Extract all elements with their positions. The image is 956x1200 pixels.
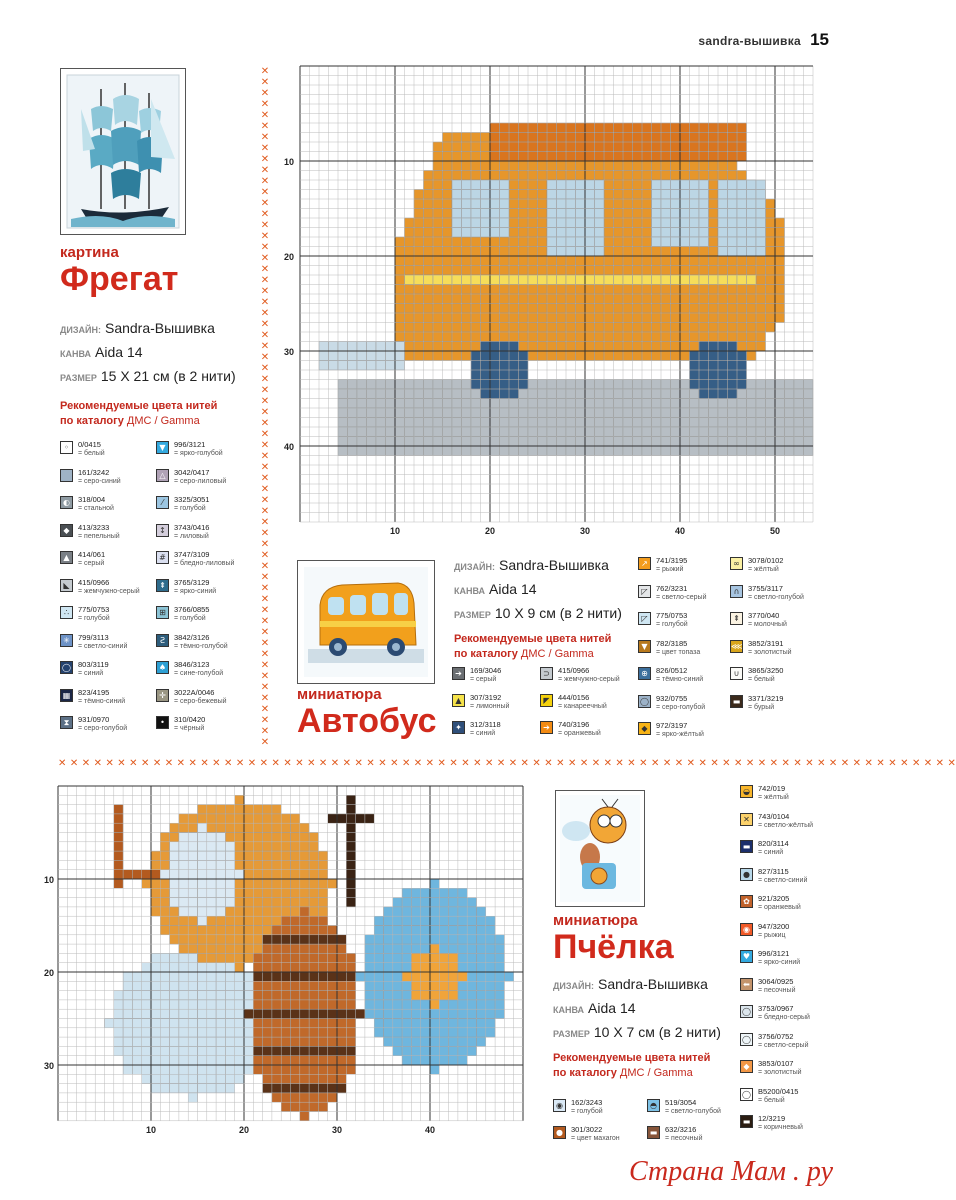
thread-symbol-icon: ▬: [740, 1115, 753, 1128]
legend-item: [156, 523, 246, 550]
legend-item: [638, 556, 728, 583]
thread-color-name: = тёмно-синий: [78, 697, 126, 705]
thread-color-name: = бледно-лиловый: [174, 560, 235, 567]
legend-item: [730, 611, 820, 638]
legend-item: [540, 720, 630, 747]
thread-code: 775/0753: [78, 605, 110, 614]
thread-color-name: = жемчужно-серый: [78, 587, 140, 595]
stitch-border-horizontal: ✕ ✕ ✕ ✕ ✕ ✕ ✕ ✕ ✕ ✕ ✕ ✕ ✕ ✕ ✕ ✕ ✕ ✕ ✕ ✕ ✕ ✕ ✕ ✕ ✕ ✕ ✕ ✕ ✕ ✕ ✕ ✕ ✕ ✕ ✕ ✕ ✕ ✕ ✕ ✕ ✕ ✕ ✕ ✕ ✕ ✕ ✕ ✕ ✕ ✕ ✕ ✕ ✕ ✕ ✕ ✕ ✕ ✕ ✕ ✕ ✕ ✕ ✕ ✕ ✕ ✕ ✕ ✕ ✕ ✕ ✕ ✕ ✕ ✕ ✕ ✕: [58, 758, 956, 769]
thread-color-name: = белый: [748, 676, 775, 683]
thread-symbol-icon: ➔: [452, 667, 465, 680]
fregat-rec-heading: Рекомендуемые цвета нитей по каталогу ДМС / Gamma: [60, 400, 218, 427]
thread-color-name: = светло-голубой: [748, 593, 804, 601]
bus-kind: миниатюра: [297, 686, 382, 703]
thread-color-name: = голубой: [78, 615, 110, 622]
bee-color-legend-bottom: [553, 1098, 739, 1154]
legend-item: [60, 523, 150, 550]
axis-tick-label: 10: [43, 875, 54, 885]
thread-code: 740/3196: [558, 720, 590, 729]
thread-code: 415/0966: [78, 577, 110, 587]
legend-item: [156, 605, 246, 632]
thread-color-name: = ярко-синий: [174, 587, 217, 595]
thread-color-name: = стальной: [78, 505, 114, 512]
thread-color-name: = песочный: [758, 986, 796, 994]
thread-symbol-icon: ●: [740, 868, 753, 881]
thread-code: 3371/3219: [748, 693, 784, 703]
thread-symbol-icon: ◆: [638, 722, 651, 735]
thread-symbol-icon: ⁄: [156, 496, 169, 509]
bus-size: РАЗМЕР 10 X 9 см (в 2 нити): [454, 605, 622, 621]
thread-code: 743/0104: [758, 811, 790, 821]
bus-thumbnail: [297, 560, 435, 684]
bus-title-block: [297, 686, 447, 739]
thread-code: 996/3121: [174, 440, 206, 449]
axis-tick-label: 30: [331, 1124, 343, 1135]
legend-item: [156, 440, 246, 467]
thread-symbol-icon: ▬: [647, 1126, 660, 1139]
thread-code: 3064/0925: [758, 976, 794, 986]
thread-code: 632/3216: [665, 1125, 697, 1134]
legend-item: [540, 666, 630, 693]
fregat-size: РАЗМЕР 15 X 21 см (в 2 нити): [60, 368, 236, 384]
thread-symbol-icon: ∪: [730, 667, 743, 680]
thread-symbol-icon: ◆: [60, 524, 73, 537]
thread-symbol-icon: ⇞: [730, 612, 743, 625]
bee-rec-heading: Рекомендуемые цвета нитей по каталогу ДМС / Gamma: [553, 1052, 711, 1079]
thread-symbol-icon: ●: [553, 1126, 566, 1139]
thread-symbol-icon: ◤: [540, 694, 553, 707]
axis-tick-label: 20: [238, 1124, 250, 1135]
legend-item: [638, 611, 728, 638]
axis-tick-label: 10: [283, 157, 294, 167]
thread-color-name: = светло-серый: [758, 1041, 809, 1049]
thread-symbol-icon: ↕: [156, 524, 169, 537]
thread-color-name: = жёлтый: [748, 566, 779, 573]
thread-color-name: = серо-лиловый: [174, 477, 227, 485]
thread-code: 3753/0967: [758, 1004, 794, 1013]
thread-color-name: = бурый: [748, 703, 775, 711]
thread-color-name: = ярко-синий: [758, 959, 801, 966]
thread-symbol-icon: ▬: [740, 840, 753, 853]
thread-color-name: = лимонный: [470, 703, 510, 710]
thread-symbol-icon: [60, 469, 73, 482]
thread-symbol-icon: ⧗: [60, 716, 73, 729]
thread-symbol-icon: ↗: [638, 557, 651, 570]
thread-color-name: = лиловый: [174, 532, 209, 540]
thread-symbol-icon: ◯: [638, 695, 651, 708]
thread-symbol-icon: ▲: [60, 551, 73, 564]
legend-item: [60, 578, 150, 605]
thread-symbol-icon: ✛: [156, 689, 169, 702]
legend-item: [740, 812, 830, 839]
legend-item: [638, 694, 728, 721]
thread-code: 931/0970: [78, 715, 110, 724]
thread-code: 972/3197: [656, 721, 688, 730]
thread-color-name: = голубой: [571, 1108, 603, 1115]
thread-code: 161/3242: [78, 467, 110, 477]
thread-color-name: = синий: [758, 849, 784, 856]
thread-color-name: = молочный: [748, 621, 787, 628]
thread-symbol-icon: ♥: [740, 950, 753, 963]
thread-symbol-icon: ◣: [60, 579, 73, 592]
thread-color-name: = серо-синий: [78, 477, 121, 485]
thread-code: 3042/0417: [174, 467, 210, 477]
thread-code: 3770/040: [748, 611, 780, 620]
thread-color-name: = серо-голубой: [78, 725, 128, 732]
thread-symbol-icon: ◉: [553, 1099, 566, 1112]
thread-code: B5200/0415: [758, 1086, 799, 1096]
thread-code: 3022A/0046: [174, 687, 215, 697]
thread-code: 775/0753: [656, 611, 688, 620]
bee-kind: миниатюра: [553, 912, 638, 929]
thread-code: 823/4195: [78, 687, 110, 697]
bus-title: Автобус: [297, 702, 437, 740]
thread-color-name: = золотистый: [748, 648, 792, 656]
thread-color-name: = золотистый: [758, 1069, 802, 1076]
thread-color-name: = синий: [470, 730, 496, 737]
frigate-ship-image: [61, 69, 185, 234]
bus-color-legend-side: [638, 556, 838, 756]
thread-code: 3756/0752: [758, 1031, 794, 1041]
magazine-name: sandra-вышивка: [698, 34, 801, 48]
thread-symbol-icon: ▲: [452, 694, 465, 707]
legend-item: [60, 440, 150, 467]
thread-color-name: = светло-жёлтый: [758, 821, 814, 829]
thread-symbol-icon: ◸: [638, 585, 651, 598]
legend-item: [156, 468, 246, 495]
thread-color-name: = белый: [758, 1096, 785, 1104]
legend-item: [740, 894, 830, 921]
thread-code: 301/3022: [571, 1125, 603, 1134]
thread-symbol-icon: ▼: [156, 441, 169, 454]
legend-item: [740, 867, 830, 894]
thread-code: 3743/0416: [174, 522, 210, 532]
legend-item: [740, 1032, 830, 1059]
thread-symbol-icon: ◦: [60, 441, 73, 454]
thread-color-name: = сине-голубой: [174, 670, 224, 677]
legend-item: [740, 1004, 830, 1031]
thread-color-name: = пепельный: [78, 532, 120, 540]
thread-code: 820/3114: [758, 839, 789, 848]
legend-item: [60, 495, 150, 522]
bee-thumbnail: [555, 790, 645, 907]
thread-color-name: = бледно-серый: [758, 1014, 810, 1021]
thread-code: 414/061: [78, 550, 106, 559]
thread-symbol-icon: ∞: [730, 557, 743, 570]
thread-code: 827/3115: [758, 866, 789, 876]
fregat-kind: картина: [60, 244, 119, 261]
thread-color-name: = светло-синий: [78, 642, 128, 650]
fregat-thumbnail: [60, 68, 186, 235]
thread-color-name: = чёрный: [174, 725, 205, 732]
legend-item: [60, 688, 150, 715]
axis-tick-label: 20: [484, 526, 496, 536]
thread-color-name: = синий: [78, 670, 104, 677]
thread-code: 762/3231: [656, 583, 688, 593]
legend-item: [156, 688, 246, 715]
legend-item: [730, 694, 820, 721]
legend-item: [553, 1125, 643, 1152]
thread-color-name: = оранжевый: [558, 730, 601, 737]
legend-item: [740, 1059, 830, 1086]
legend-item: [740, 839, 830, 866]
thread-code: 310/0420: [174, 715, 206, 724]
legend-item: [740, 1114, 830, 1141]
thread-symbol-icon: ▬: [730, 695, 743, 708]
thread-symbol-icon: ⇞: [156, 579, 169, 592]
legend-item: [638, 639, 728, 666]
bee-size: РАЗМЕР 10 X 7 см (в 2 нити): [553, 1024, 721, 1040]
legend-item: [60, 633, 150, 660]
bus-pattern-chart: [280, 62, 835, 552]
bee-canvas: КАНВА Aida 14: [553, 1000, 636, 1016]
thread-symbol-icon: ◯: [740, 1033, 753, 1046]
flower-center-stitches: [402, 944, 467, 1009]
axis-tick-label: 20: [283, 252, 294, 262]
thread-color-name: = тёмно-голубой: [174, 642, 228, 650]
axis-tick-label: 10: [145, 1124, 157, 1135]
thread-code: 741/3195: [656, 556, 688, 565]
thread-symbol-icon: ⬅: [740, 978, 753, 991]
legend-item: [156, 633, 246, 660]
thread-color-name: = серо-голубой: [656, 703, 706, 711]
thread-symbol-icon: •: [156, 716, 169, 729]
stripe-stitches: [405, 275, 757, 285]
thread-code: 3846/3123: [174, 660, 210, 669]
axis-tick-label: 50: [769, 526, 781, 536]
legend-item: [452, 666, 542, 693]
legend-item: [60, 715, 150, 742]
fregat-title: Фрегат: [60, 260, 179, 298]
legend-item: [452, 720, 542, 747]
thread-symbol-icon: ✿: [740, 895, 753, 908]
thread-code: 3766/0855: [174, 605, 210, 614]
thread-code: 318/004: [78, 495, 106, 504]
bus-rec-heading: Рекомендуемые цвета нитей по каталогу ДМС / Gamma: [454, 633, 612, 660]
thread-code: 826/0512: [656, 666, 688, 675]
thread-color-name: = светло-серый: [656, 593, 707, 601]
thread-color-name: = серый: [78, 560, 105, 567]
axis-tick-label: 30: [283, 347, 294, 357]
thread-symbol-icon: #: [156, 551, 169, 564]
thread-symbol-icon: ⊃: [540, 667, 553, 680]
thread-code: 3747/3109: [174, 550, 210, 559]
legend-item: [730, 639, 820, 666]
thread-symbol-icon: ∴: [60, 606, 73, 619]
fregat-color-legend: [60, 440, 255, 755]
thread-color-name: = оранжевый: [758, 904, 801, 911]
legend-item: [647, 1125, 737, 1152]
thread-symbol-icon: ◓: [647, 1099, 660, 1112]
axis-tick-label: 20: [43, 968, 54, 978]
thread-symbol-icon: ✦: [452, 721, 465, 734]
thread-code: 413/3233: [78, 522, 110, 532]
thread-color-name: = голубой: [174, 615, 206, 622]
thread-symbol-icon: ◆: [740, 1060, 753, 1073]
thread-symbol-icon: ✳: [60, 634, 73, 647]
thread-symbol-icon: Ƨ: [156, 634, 169, 647]
legend-item: [730, 584, 820, 611]
thread-symbol-icon: ◸: [638, 612, 651, 625]
thread-color-name: = серо-бежевый: [174, 697, 227, 705]
thread-color-name: = тёмно-синий: [656, 676, 704, 683]
axis-tick-label: 40: [283, 442, 294, 452]
thread-code: 12/3219: [758, 1114, 786, 1123]
thread-code: 3852/3191: [748, 638, 784, 648]
puddle-stitches: [319, 342, 405, 371]
legend-item: [156, 578, 246, 605]
thread-code: 3755/3117: [748, 583, 783, 593]
bus-canvas: КАНВА Aida 14: [454, 581, 537, 597]
thread-color-name: = цвет махагон: [571, 1135, 620, 1142]
thread-code: 3325/3051: [174, 495, 210, 504]
legend-item: [730, 666, 820, 693]
thread-symbol-icon: ◯: [740, 1088, 753, 1101]
watermark: Страна Мам . ру: [628, 1156, 833, 1187]
thread-symbol-icon: ◯: [60, 661, 73, 674]
thread-code: 3842/3126: [174, 632, 210, 642]
thread-color-name: = светло-синий: [758, 876, 808, 884]
thread-code: 947/3200: [758, 921, 790, 931]
legend-item: [638, 666, 728, 693]
thread-code: 3853/0107: [758, 1059, 794, 1068]
thread-color-name: = ярко-жёлтый: [656, 731, 704, 738]
thread-symbol-icon: ✕: [740, 813, 753, 826]
thread-code: 932/0755: [656, 693, 688, 703]
thread-color-name: = жемчужно-серый: [558, 676, 620, 683]
bee-color-legend-side: [740, 784, 840, 1154]
page-number: 15: [810, 30, 829, 49]
thread-symbol-icon: ▼: [638, 640, 651, 653]
thread-color-name: = рыжиц: [758, 931, 786, 939]
axis-tick-label: 40: [424, 1124, 436, 1135]
thread-code: 803/3119: [78, 660, 109, 669]
thread-code: 0/0415: [78, 440, 101, 449]
thread-code: 415/0966: [558, 666, 590, 675]
thread-code: 169/3046: [470, 666, 502, 675]
bus-image: [298, 561, 434, 683]
thread-code: 921/3205: [758, 894, 790, 903]
legend-item: [156, 715, 246, 742]
thread-symbol-icon: ◯: [740, 1005, 753, 1018]
thread-color-name: = серый: [470, 676, 497, 683]
legend-item: [740, 784, 830, 811]
legend-item: [638, 584, 728, 611]
legend-item: [540, 693, 630, 720]
thread-color-name: = цвет топаза: [656, 648, 701, 656]
bee-design: ДИЗАЙН: Sandra-Вышивка: [553, 976, 708, 992]
legend-item: [452, 693, 542, 720]
thread-symbol-icon: ⋘: [731, 641, 743, 651]
thread-code: 742/019: [758, 784, 786, 793]
thread-code: 519/3054: [665, 1098, 697, 1107]
stitch-border-vertical: ✕ ✕ ✕ ✕ ✕ ✕ ✕ ✕ ✕ ✕ ✕ ✕ ✕ ✕ ✕ ✕ ✕ ✕ ✕ ✕ ✕ ✕ ✕ ✕ ✕ ✕ ✕ ✕ ✕ ✕ ✕ ✕ ✕ ✕ ✕ ✕ ✕ ✕ ✕ ✕ ✕ ✕ ✕ ✕ ✕ ✕ ✕ ✕ ✕ ✕ ✕ ✕ ✕ ✕ ✕ ✕ ✕ ✕ ✕ ✕ ✕ ✕: [260, 66, 270, 748]
thread-symbol-icon: ▦: [60, 689, 73, 702]
thread-code: 799/3113: [78, 632, 109, 642]
bee-pattern-chart: [42, 782, 542, 1144]
fregat-design: ДИЗАЙН: Sandra-Вышивка: [60, 320, 215, 336]
legend-item: [647, 1098, 737, 1125]
thread-color-name: = рыжий: [656, 566, 684, 573]
thread-color-name: = белый: [78, 450, 105, 457]
thread-symbol-icon: △: [156, 469, 169, 482]
legend-item: [156, 660, 246, 687]
axis-tick-label: 30: [43, 1061, 54, 1071]
thread-code: 3078/0102: [748, 556, 784, 565]
thread-color-name: = жёлтый: [758, 794, 789, 801]
legend-item: [638, 721, 728, 748]
bus-design: ДИЗАЙН: Sandra-Вышивка: [454, 557, 609, 573]
thread-color-name: = голубой: [174, 505, 206, 512]
thread-color-name: = коричневый: [758, 1124, 803, 1131]
thread-code: 312/3118: [470, 720, 501, 729]
thread-code: 444/0156: [558, 693, 590, 702]
thread-symbol-icon: ◐: [60, 496, 73, 509]
legend-item: [740, 949, 830, 976]
thread-color-name: = канареечный: [558, 703, 607, 710]
thread-code: 3865/3250: [748, 666, 784, 675]
thread-symbol-icon: ➔: [540, 721, 553, 734]
thread-symbol-icon: ♠: [156, 661, 169, 674]
thread-code: 307/3192: [470, 693, 502, 702]
thread-code: 3765/3129: [174, 577, 210, 587]
axis-tick-label: 30: [579, 526, 591, 536]
thread-symbol-icon: ⊞: [156, 606, 169, 619]
thread-code: 782/3185: [656, 638, 688, 648]
bee-info: [553, 912, 733, 1081]
legend-item: [553, 1098, 643, 1125]
axis-tick-label: 10: [389, 526, 401, 536]
legend-item: [60, 605, 150, 632]
legend-item: [740, 977, 830, 1004]
legend-item: [730, 556, 820, 583]
thread-color-name: = светло-голубой: [665, 1108, 721, 1115]
thread-color-name: = голубой: [656, 621, 688, 628]
axis-tick-label: 40: [674, 526, 686, 536]
legend-item: [156, 495, 246, 522]
thread-code: 162/3243: [571, 1098, 603, 1107]
fregat-info: [60, 244, 255, 429]
thread-color-name: = песочный: [665, 1135, 703, 1142]
legend-item: [740, 1087, 830, 1114]
legend-item: [60, 550, 150, 577]
legend-item: [60, 660, 150, 687]
bee-image: [556, 791, 644, 906]
legend-item: [60, 468, 150, 495]
thread-symbol-icon: ⊕: [638, 667, 651, 680]
thread-symbol-icon: ◉: [740, 923, 753, 936]
legend-item: [156, 550, 246, 577]
legend-item: [740, 922, 830, 949]
fregat-canvas: КАНВА Aida 14: [60, 344, 143, 360]
thread-symbol-icon: ◒: [740, 785, 753, 798]
thread-code: 996/3121: [758, 949, 790, 958]
thread-symbol-icon: ∩: [730, 585, 743, 598]
bus-info: [454, 554, 634, 662]
thread-color-name: = ярко-голубой: [174, 450, 223, 457]
page-header: [0, 0, 845, 60]
bee-title: Пчёлка: [553, 928, 674, 966]
